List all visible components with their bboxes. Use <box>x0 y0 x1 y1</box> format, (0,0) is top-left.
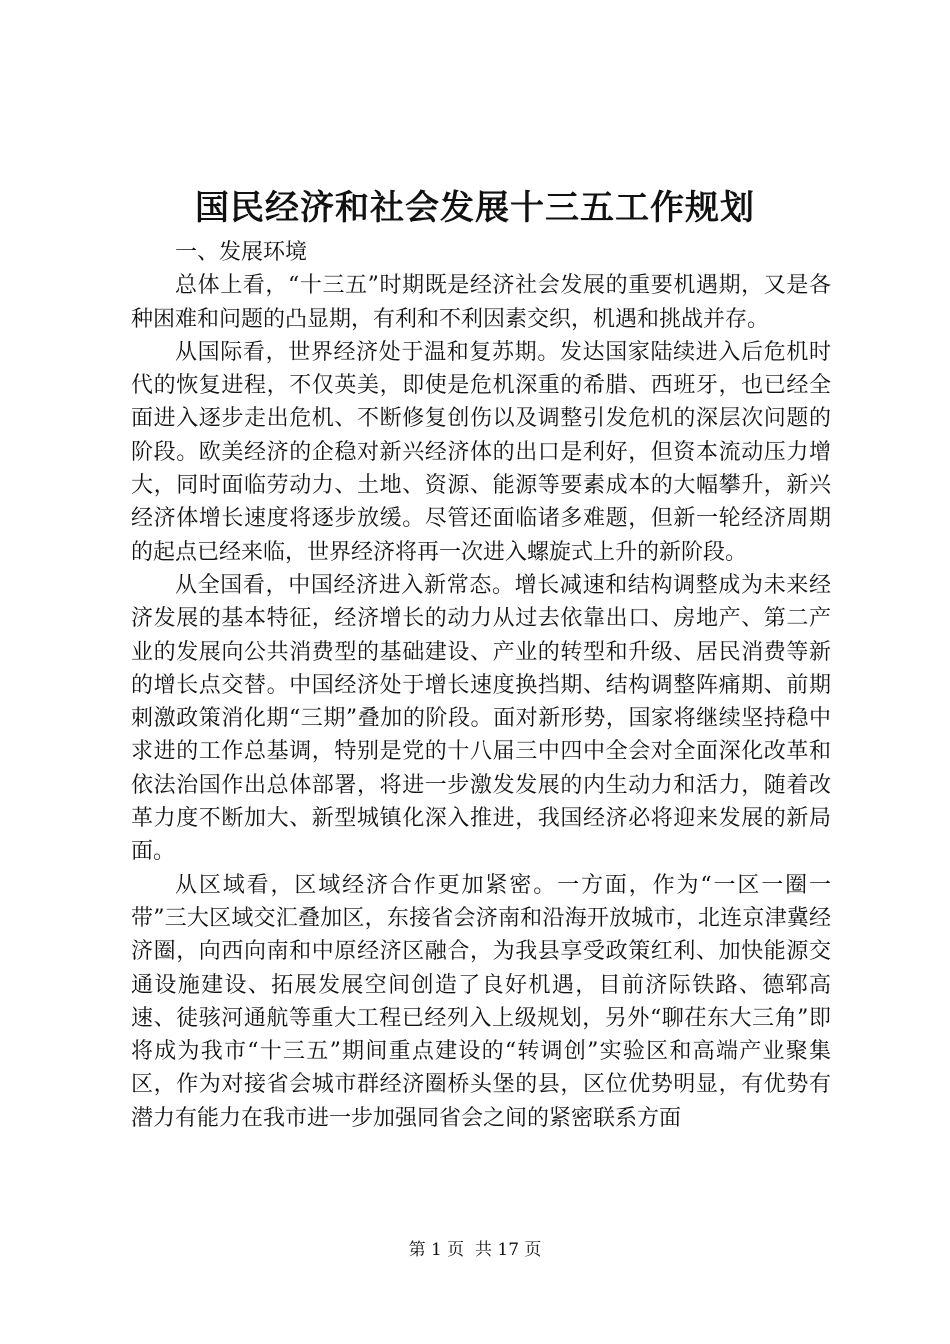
paragraph-national: 从全国看，中国经济进入新常态。增长减速和结构调整成为未来经济发展的基本特征，经济增长的动力从过去依靠出口、房地产、第二产业的发展向公共消费型的基础建设、产业的转型和升级、居民消费等新的增长点交替。中国经济处于增长速度换挡期、结构调整阵痛期、前期刺激政策消化期“三期”叠加的阶段。面对新形势，国家将继续坚持稳中求进的工作总基调，特别是党的十八届三中四中全会对全面深化改革和依法治国作出总体部署，将进一步激发发展的内生动力和活力，随着改革力度不断加大、新型城镇化深入推进，我国经济必将迎来发展的新局面。 <box>131 572 831 865</box>
document-body <box>131 236 831 1135</box>
document-title: 国民经济和社会发展十三五工作规划 <box>195 188 755 228</box>
paragraph-international: 从国际看，世界经济处于温和复苏期。发达国家陆续进入后危机时代的恢复进程，不仅英美，即使是危机深重的希腊、西班牙，也已经全面进入逐步走出危机、不断修复创伤以及调整引发危机的深层次问题的阶段。欧美经济的企稳对新兴经济体的出口是利好，但资本流动压力增大，同时面临劳动力、土地、资源、能源等要素成本的大幅攀升，新兴经济体增长速度将逐步放缓。尽管还面临诸多难题，但新一轮经济周期的起点已经来临，世界经济将再一次进入螺旋式上升的新阶段。 <box>131 339 831 565</box>
page-footer <box>0 1238 950 1262</box>
section-heading: 一、发展环境 <box>175 240 308 265</box>
paragraph-regional: 从区域看，区域经济合作更加紧密。一方面，作为“一区一圈一带”三大区域交汇叠加区，东接省会济南和沿海开放城市，北连京津冀经济圈，向西向南和中原经济区融合，为我县享受政策红利、加快能源交通设施建设、拓展发展空间创造了良好机遇，目前济际铁路、德郓高速、徒骇河通航等重大工程已经列入上级规划，另外“聊茌东大三角”即将成为我市“十三五”期间重点建设的“转调创”实验区和高端产业聚集区，作为对接省会城市群经济圈桥头堡的县，区位优势明显，有优势有潜力有能力在我市进一步加强同省会之间的紧密联系方面 <box>131 872 831 1131</box>
page-number-label: 第 1 页 共 17 页 <box>408 1240 542 1260</box>
paragraph-overview: 总体上看，“十三五”时期既是经济社会发展的重要机遇期，又是各种困难和问题的凸显期，有利和不利因素交织，机遇和挑战并存。 <box>131 273 831 332</box>
